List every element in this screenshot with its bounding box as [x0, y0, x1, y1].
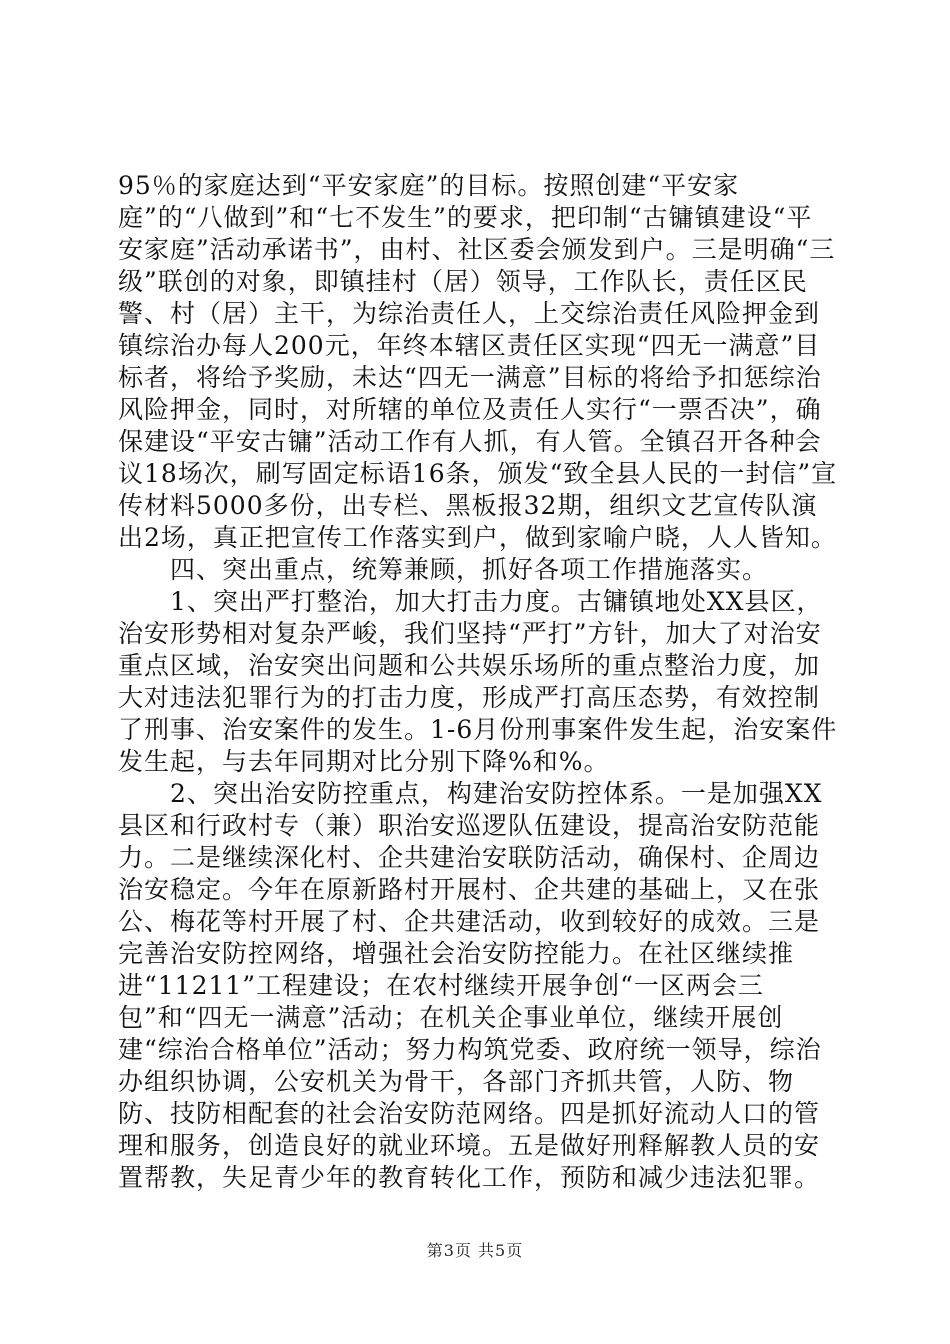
- paragraph-item-2: 2、突出治安防控重点，构建治安防控体系。一是加强XX县区和行政村专（兼）职治安巡逻队伍建设，提高治安防范能力。二是继续深化村、企共建治安联防活动，确保村、企周边治安稳定。今年在原新路村开展村、企共建的基础上，又在张公、梅花等村开展了村、企共建活动，收到较好的成效。三是完善治安防控网络，增强社会治安防控能力。在社区继续推进“11211”工程建设；在农村继续开展争创“一区两会三包”和“四无一满意”活动；在机关企事业单位，继续开展创建“综治合格单位”活动；努力构筑党委、政府统一领导，综治办组织协调，公安机关为骨干，各部门齐抓共管，人防、物防、技防相配套的社会治安防范网络。四是抓好流动人口的管理和服务，创造良好的就业环境。五是做好刑释解教人员的安置帮教，失足青少年的教育转化工作，预防和减少违法犯罪。: [118, 779, 823, 1192]
- paragraph-item-1: 1、突出严打整治，加大打击力度。古镛镇地处XX县区，治安形势相对复杂严峻，我们坚持“严打”方针，加大了对治安重点区域，治安突出问题和公共娱乐场所的重点整治力度，加大对违法犯罪行为的打击力度，形成严打高压态势，有效控制了刑事、治安案件的发生。1-6月份刑事案件发生起，治安案件发生起，与去年同期对比分别下降%和%。: [118, 587, 838, 776]
- paragraph-continuation: 95％的家庭达到“平安家庭”的目标。按照创建“平安家庭”的“八做到”和“七不发生”的要求，把印制“古镛镇建设“平安家庭”活动承诺书”，由村、社区委会颁发到户。三是明确“三级”联创的对象，即镇挂村（居）领导，工作队长，责任区民警、村（居）主干，为综治责任人，上交综治责任风险押金到镇综治办每人200元，年终本辖区责任区实现“四无一满意”目标者，将给予奖励，未达“四无一满意”目标的将给予扣惩综治风险押金，同时，对所辖的单位及责任人实行“一票否决”，确保建设“平安古镛”活动工作有人抓，有人管。全镇召开各种会议18场次，刷写固定标语16条，颁发“致全县人民的一封信”宣传材料5000多份，出专栏、黑板报32期，组织文艺宣传队演出2场，真正把宣传工作落实到户，做到家喻户晓，人人皆知。: [118, 171, 838, 552]
- section-heading-four: 四、突出重点，统筹兼顾，抓好各项工作措施落实。: [170, 555, 769, 584]
- document-body: [118, 170, 838, 1194]
- page-number-footer: 第3页 共5页: [426, 1241, 524, 1260]
